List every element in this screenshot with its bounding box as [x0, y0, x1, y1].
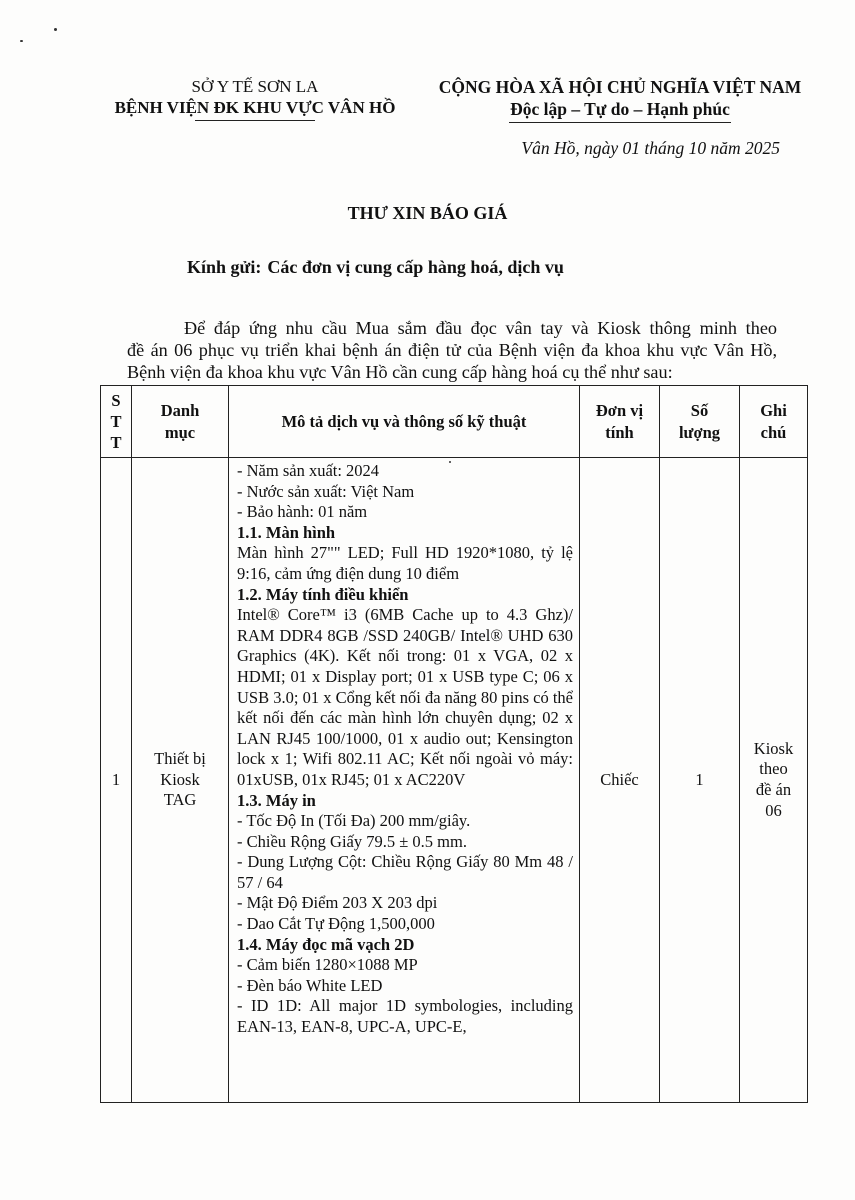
section-title-barcode: 1.4. Máy đọc mã vạch 2D: [237, 934, 415, 954]
spec-year: - Năm sản xuất: 2024: [237, 461, 380, 480]
barcode-spec: - Đèn báo White LED: [237, 975, 383, 995]
recipient-value: Các đơn vị cung cấp hàng hoá, dịch vụ: [267, 257, 564, 277]
scan-speck: [54, 28, 57, 31]
table-row: [101, 458, 808, 1103]
intro-paragraph: [127, 317, 777, 383]
place-date: Vân Hồ, ngày 01 tháng 10 năm 2025: [521, 138, 780, 158]
row-unit: Chiếc: [580, 458, 660, 1103]
section-title-monitor: 1.1. Màn hình: [237, 522, 336, 542]
row-note: Kiosk theo đề án 06: [740, 458, 808, 1103]
col-header-note: Ghi chú: [740, 386, 808, 458]
printer-spec: - Dung Lượng Cột: Chiều Rộng Giấy 80 Mm 48 / 57 / 64: [237, 852, 573, 892]
scan-speck: [20, 40, 23, 42]
col-header-stt: S T T: [101, 386, 132, 458]
printer-spec: - Chiều Rộng Giấy 79.5 ± 0.5 mm.: [237, 831, 467, 851]
agency-name: BỆNH VIỆN ĐK KHU VỰC VÂN HỒ: [114, 98, 396, 117]
national-motto: [420, 76, 820, 123]
row-stt: 1: [101, 458, 132, 1103]
intro-rest: đề án 06 phục vụ triển khai bệnh án điện tử của Bệnh viện đa khoa khu vực Vân Hồ, Bệnh viện đa khoa khu vực Vân Hồ cần cung cấp hàng hoá cụ thể như sau:: [127, 340, 777, 382]
col-header-description: Mô tả dịch vụ và thông số kỹ thuật: [229, 386, 580, 458]
recipient-line: [187, 257, 564, 278]
printer-spec: - Dao Cắt Tự Động 1,500,000: [237, 914, 435, 934]
section-text-monitor: Màn hình 27"" LED; Full HD 1920*1080, tỷ lệ 9:16, cảm ứng điện dung 10 điểm: [237, 543, 573, 583]
col-header-unit: Đơn vị tính: [580, 386, 660, 458]
barcode-spec: - ID 1D: All major 1D symbologies, including EAN-13, EAN-8, UPC-A, UPC-E,: [237, 996, 573, 1037]
motto: Độc lập – Tự do – Hạnh phúc: [510, 99, 730, 119]
country-name: CỘNG HÒA XÃ HỘI CHỦ NGHĨA VIỆT NAM: [438, 77, 802, 97]
printer-spec: - Mật Độ Điểm 203 X 203 dpi: [237, 893, 438, 913]
recipient-label: Kính gửi:: [187, 257, 262, 277]
section-title-computer: 1.2. Máy tính điều khiển: [237, 584, 409, 604]
agency-underline: [195, 120, 315, 121]
intro-first-line: Để đáp ứng nhu cầu Mua sắm đầu đọc vân tay và Kiosk thông minh theo: [184, 318, 777, 338]
agency-parent: SỞ Y TẾ SƠN LA: [191, 77, 319, 96]
quote-table: [100, 385, 808, 1103]
document-title: THƯ XIN BÁO GIÁ: [347, 203, 508, 223]
spec-origin: - Nước sản xuất: Việt Nam: [237, 481, 415, 501]
row-description: [229, 458, 580, 1103]
barcode-spec: - Cảm biến 1280×1088 MP: [237, 955, 418, 975]
row-quantity: 1: [660, 458, 740, 1103]
issuing-agency: [95, 76, 415, 121]
row-category: Thiết bị Kiosk TAG: [132, 458, 229, 1103]
section-text-computer: Intel® Core™ i3 (6MB Cache up to 4.3 Ghz)/ RAM DDR4 8GB /SSD 240GB/ Intel® UHD 630 Graphics (4K). Kết nối trong: 01 x VGA, 02 x HDMI; 01 x Display port; 01 x USB type C; 06 x USB 3.0; 01 x Cổng kết nối đa năng 80 pins có thể kết nối đến các màn hình lớn chuyên dụng; 02 x LAN RJ45 100/1000, 01 x audio out; Kensington lock x 1; Wifi 802.11 AC; Kết nối ngoài vỏ máy: 01xUSB, 01x RJ45; 01 x AC220V: [237, 605, 573, 789]
col-header-category: Danh mục: [132, 386, 229, 458]
spec-warranty: - Bảo hành: 01 năm: [237, 502, 368, 522]
table-header-row: [101, 386, 808, 458]
col-header-quantity: Số lượng: [660, 386, 740, 458]
printer-spec: - Tốc Độ In (Tối Đa) 200 mm/giây.: [237, 811, 471, 831]
section-title-printer: 1.3. Máy in: [237, 790, 316, 810]
motto-underline: [509, 122, 731, 123]
